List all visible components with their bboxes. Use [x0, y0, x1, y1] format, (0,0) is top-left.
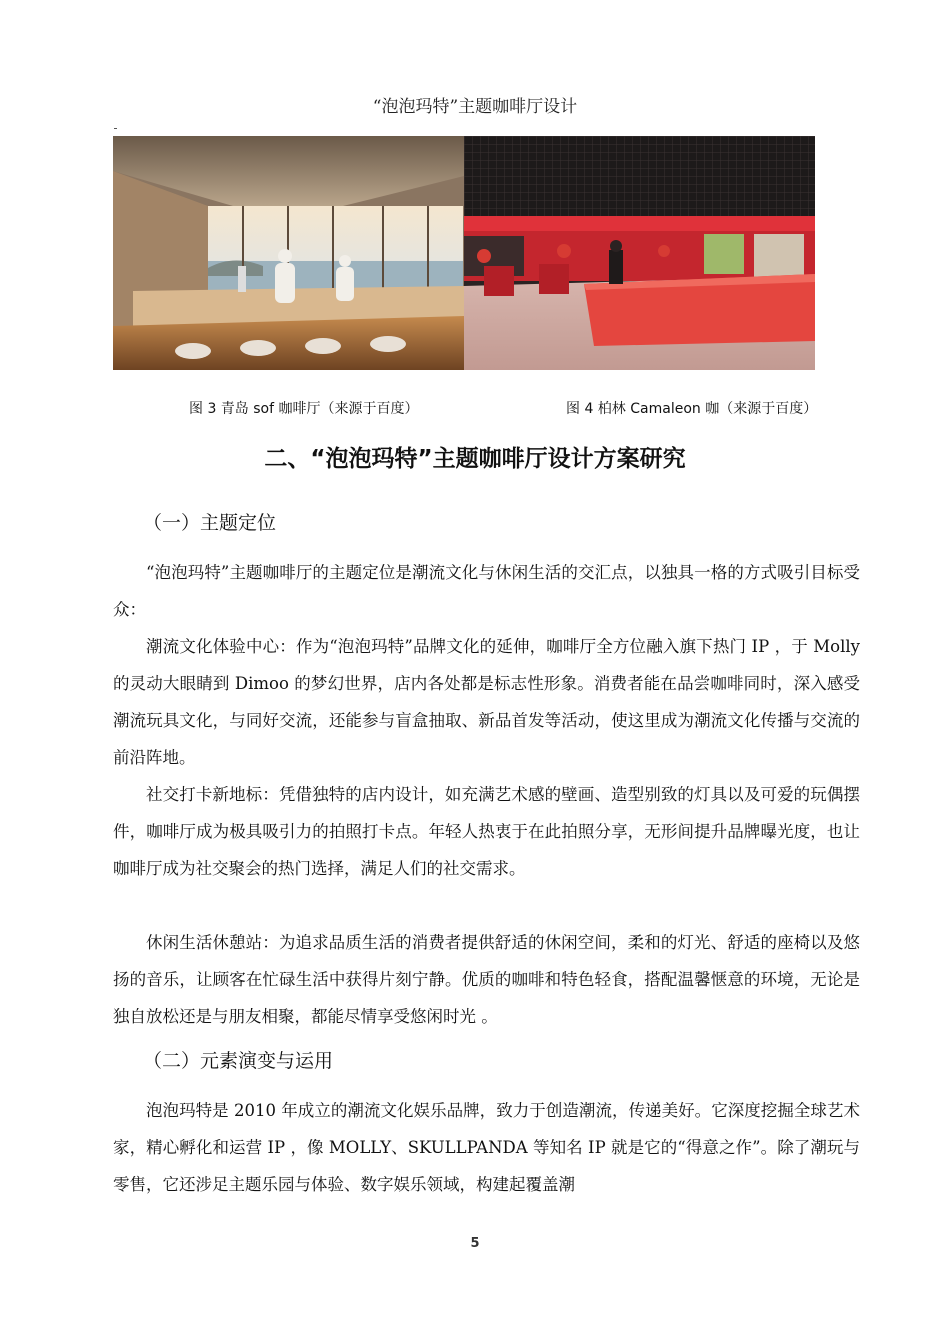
paragraph: 社交打卡新地标：凭借独特的店内设计，如充满艺术感的壁画、造型别致的灯具以及可爱的玩偶摆件，咖啡厅成为极具吸引力的拍照打卡点。年轻人热衷于在此拍照分享，无形间提升品牌曝光度，也让咖啡厅成为社交聚会的热门选择，满足人们的社交需求。: [113, 785, 860, 878]
header-mark: [114, 128, 117, 129]
paragraph: “泡泡玛特”主题咖啡厅的主题定位是潮流文化与休闲生活的交汇点，以独具一格的方式吸引目标受众：: [113, 563, 860, 619]
paragraph: 泡泡玛特是 2010 年成立的潮流文化娱乐品牌，致力于创造潮流，传递美好。它深度挖掘全球艺术家，精心孵化和运营 IP ，像 MOLLY、SKULLPANDA 等知名 IP 就是它的“得意之作”。除了潮玩与零售，它还涉足主题乐园与体验、数字娱乐领域，构建起覆盖潮: [113, 1101, 860, 1194]
figure-4-photo: [464, 136, 815, 370]
cafe-red-counter-image: [464, 136, 815, 370]
running-header: “泡泡玛特”主题咖啡厅设计: [372, 97, 578, 117]
paragraph: 休闲生活休憩站：为追求品质生活的消费者提供舒适的休闲空间，柔和的灯光、舒适的座椅以及悠扬的音乐，让顾客在忙碌生活中获得片刻宁静。优质的咖啡和特色轻食，搭配温馨惬意的环境，无论是独自放松还是与朋友相聚，都能尽情享受悠闲时光 。: [113, 933, 860, 1026]
page-number: 5: [470, 1236, 480, 1251]
figure-3-caption: 图 3 青岛 sof 咖啡厅（来源于百度）: [189, 401, 419, 417]
subsection-title-theme: （一）主题定位: [143, 512, 277, 534]
subsection-title-elements: （二）元素演变与运用: [143, 1050, 334, 1072]
figure-3-photo: [113, 136, 464, 370]
paragraph: 潮流文化体验中心：作为“泡泡玛特”品牌文化的延伸，咖啡厅全方位融入旗下热门 IP ，于 Molly 的灵动大眼睛到 Dimoo 的梦幻世界，店内各处都是标志性形象。消费者能在品尝咖啡同时，深入感受潮流玩具文化，与同好交流，还能参与盲盒抽取、新品首发等活动，使这里成为潮流文化传播与交流的前沿阵地。: [113, 637, 860, 767]
cafe-sea-view-image: [113, 136, 464, 370]
figure-4-caption: 图 4 柏林 Camaleon 咖（来源于百度）: [566, 401, 818, 417]
section-title: 二、“泡泡玛特”主题咖啡厅设计方案研究: [264, 446, 686, 472]
